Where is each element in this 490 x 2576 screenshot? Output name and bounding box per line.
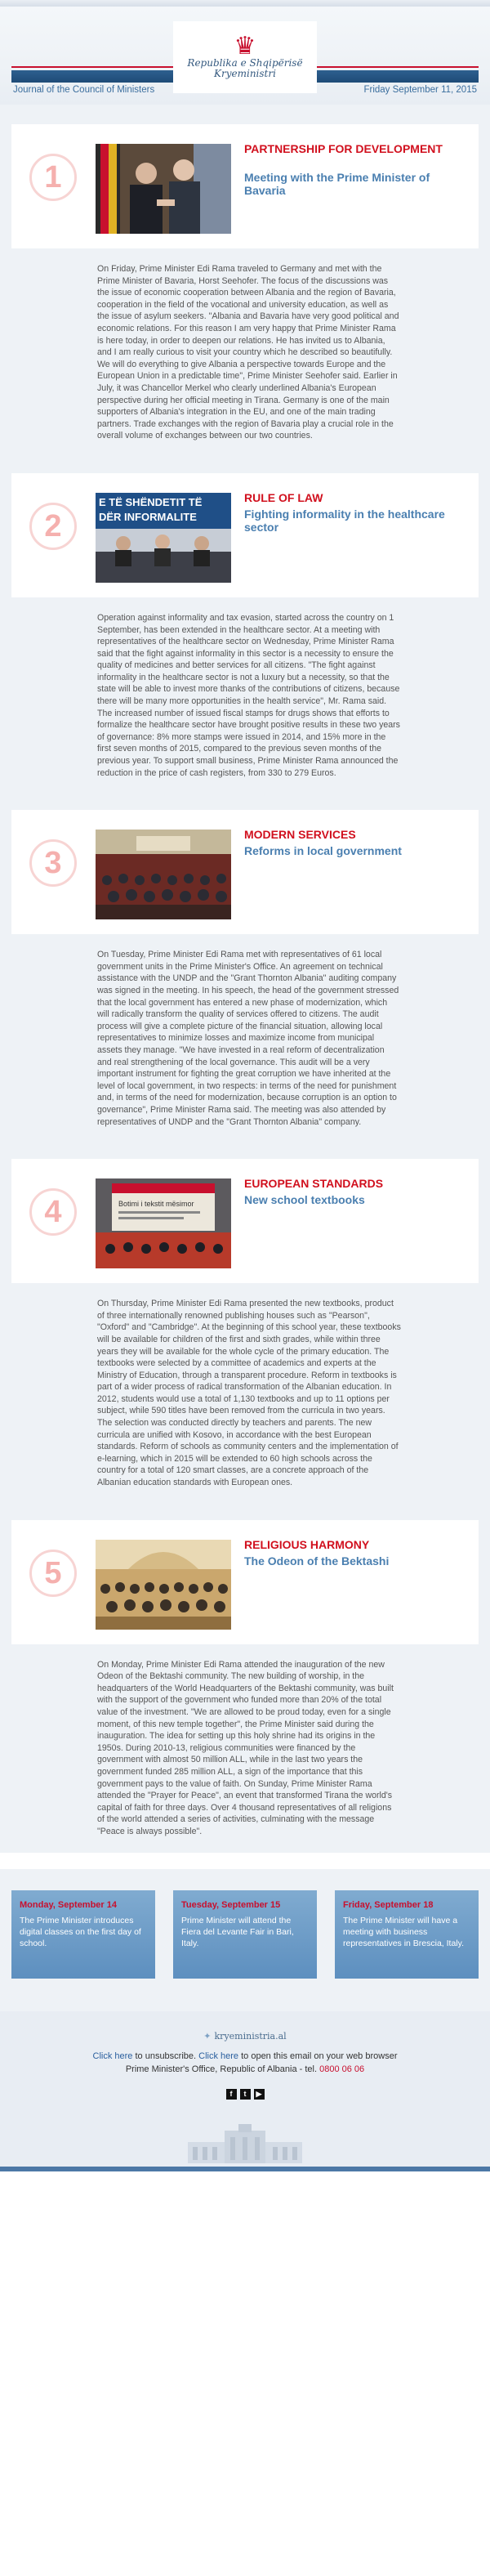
- event-description: The Prime Minister introduces digital classes on the first day of school.: [20, 1915, 141, 1948]
- article-number-badge: 4: [29, 1188, 77, 1236]
- article-photo[interactable]: [96, 1178, 231, 1268]
- office-text: Prime Minister's Office, Republic of Albania - tel.: [125, 2064, 320, 2074]
- social-links: [0, 2089, 490, 2100]
- article-body: On Tuesday, Prime Minister Edi Rama met with representatives of 61 local government units in the Prime Minister's Office. An agreement on technical assistance with the UNDP and the "Grant Thornton Albania" auditing company was signed in the meeting. In his speech, the head of the government stressed that the local government has entered a new phase of modernization, which will radically transform the quality of services offered to citizens. The audit process will give a complete picture of the financial situation, allowing local representatives to minimize losses and maximize income from municipal assets they manage. "We have invested in a real reform of decentralization and real strengthening of the local governance. This audit will be a very important instrument for fighting the great corruption we have inherited at the level of local government, in two respects: in terms of the need for punishment and, in terms of the need for modernization, because corruption is an option to governance", Prime Minister Rama said. The meeting was also attended by representatives of UNDP and the "Grant Thornton Albania" company.: [11, 934, 479, 1143]
- upcoming-event-card[interactable]: [335, 1890, 479, 1979]
- article-number-badge: 2: [29, 503, 77, 550]
- issue-date: Friday September 11, 2015: [363, 85, 477, 95]
- upcoming-event-card[interactable]: [173, 1890, 317, 1979]
- article-title[interactable]: Reforms in local government: [244, 844, 402, 858]
- event-date: Tuesday, September 15: [181, 1899, 281, 1910]
- article-number-badge: 1: [29, 154, 77, 201]
- event-description: The Prime Minister will have a meeting with business representatives in Brescia, Italy.: [343, 1915, 465, 1948]
- article-body: Operation against informality and tax evasion, started across the country on 1 September, has been extended in the healthcare sector. At a meeting with representatives of the healthcare sector on Wednesday, Prime Minister Rama said that the fight against informality in this sector is a necessity to ensure the quality of medicines and better services for all citizens. "The fight against informality in the healthcare sector is not a luxury but a necessity, so that the state will be able to invest more thanks of the contributions of citizens, because there will be many more opportunities in the health service", Mr. Rama said. The increased number of issued fiscal stamps for drugs shows that efforts to formalize the healthcare sector have brought positive results in these two years of governance: 8% more stamps were issued in 2014, and 15% more in the first seven months of 2015, compared to the previous seven months of the previous year. To support small business, Prime Minister Rama announced the reduction in the price of cash registers, from 330 to 279 Euros.: [11, 597, 479, 794]
- top-strip: [0, 0, 490, 7]
- article-category: EUROPEAN STANDARDS: [244, 1177, 384, 1191]
- unsubscribe-text: to unsubscribe.: [132, 2051, 199, 2061]
- article-photo[interactable]: [96, 493, 231, 583]
- facebook-icon[interactable]: f: [226, 2089, 237, 2100]
- article-category: RULE OF LAW: [244, 490, 323, 504]
- upcoming-events: [0, 1869, 490, 2011]
- article-photo[interactable]: [96, 1540, 231, 1630]
- article-title[interactable]: Fighting informality in the healthcare sector: [244, 507, 445, 534]
- crest-name: Republika e Shqipërisë Kryeministri: [187, 57, 303, 79]
- article-5: [11, 1520, 479, 1853]
- domain-text: kryeministria.al: [214, 2030, 287, 2042]
- journal-label: Journal of the Council of Ministers: [13, 85, 155, 95]
- government-crest[interactable]: [173, 21, 317, 93]
- photo-banner-text: E TË SHËNDETIT TË: [99, 495, 203, 508]
- open-in-browser-link[interactable]: Click here: [198, 2051, 239, 2061]
- telephone-number[interactable]: 0800 06 06: [319, 2064, 365, 2074]
- article-header: [11, 124, 479, 248]
- article-photo[interactable]: [96, 830, 231, 919]
- article-body: On Thursday, Prime Minister Edi Rama presented the new textbooks, product of three internationally renowned publishing houses such as "Pearson", "Oxford" and "Cambridge". At the beginning of this school year, these textbooks will be available for children of the first and sixth grades, while within three years they will be available for the whole cycle of the primary education. The textbooks were selected by a committee of academics and experts at the Ministry of Education, through a transparent procedure. Reform in textbooks is part of a wider process of radical transformation of the Albanian education. In 2012, students would use a total of 1,130 textbooks and up to 11 options per subject, while 590 titles have been removed from the curricula in two years. The selection was conducted directly by teachers and parents. The new curricula are unified with Kosovo, in accordance with the best European standards. Reform of schools as community centers and the implementation of e-learning, which in 2015 will be extended to 60 high schools across the country for a total of 120 smart classes, are a concrete approach of the Albanian education standards with European ones.: [11, 1283, 479, 1504]
- footer-links-line: [0, 2051, 490, 2061]
- svg-text:DËR INFORMALITE: DËR INFORMALITE: [99, 510, 197, 523]
- article-body: On Friday, Prime Minister Edi Rama traveled to Germany and met with the Prime Minister of Bavaria, Horst Seehofer. The focus of the discussions was the issue of economic cooperation between Albania and the region of Bavaria, cooperation in the field of the vocational and university education, as well as the issue of asylum seekers. "Albania and Bavaria have very good political and economic relations. For this reason I am very happy that Prime Minister Rama is here today, in order to deepen our relations. He has invited us to Albania, and I am really curious to visit your country which he described so beautifully. We will do everything to give Albania a perspective towards Europe and the European Union in a predictable time", Prime Minister Seehofer said. Earlier in July, it was Chancellor Merkel who clearly underlined Albania's European perspective during her official meeting in Tirana. Germany is one of the main supporters of Albania's integration in the EU, and one of the main trading partners. Trade exchanges with the region of Bavaria play a crucial role in the overall volume of exchanges between our two countries.: [11, 248, 479, 457]
- article-number-badge: 3: [29, 839, 77, 887]
- footer-contact-line: [0, 2064, 490, 2074]
- event-date: Friday, September 18: [343, 1899, 434, 1910]
- article-title[interactable]: Meeting with the Prime Minister of Bavaria: [244, 171, 430, 197]
- newsletter-header: [0, 7, 490, 105]
- eagle-icon: ♛: [234, 33, 256, 60]
- article-4: [11, 1159, 479, 1504]
- unsubscribe-link[interactable]: Click here: [92, 2051, 133, 2061]
- article-category: MODERN SERVICES: [244, 828, 356, 842]
- twitter-icon[interactable]: t: [240, 2089, 251, 2100]
- footer-domain[interactable]: [0, 2011, 490, 2042]
- article-category: PARTNERSHIP FOR DEVELOPMENT: [244, 142, 443, 155]
- article-number-badge: 5: [29, 1550, 77, 1597]
- article-category: RELIGIOUS HARMONY: [244, 1537, 370, 1551]
- youtube-icon[interactable]: ▶: [254, 2089, 265, 2100]
- upcoming-event-card[interactable]: [11, 1890, 155, 1979]
- article-header: [11, 473, 479, 597]
- footer-bottom-strip: [0, 2167, 490, 2171]
- building-silhouette-icon: [180, 2122, 310, 2163]
- article-header: [11, 1159, 479, 1283]
- article-header: [11, 810, 479, 934]
- article-title[interactable]: The Odeon of the Bektashi: [244, 1554, 390, 1568]
- articles-section: [0, 105, 490, 1853]
- article-title[interactable]: New school textbooks: [244, 1193, 365, 1207]
- article-photo[interactable]: [96, 144, 231, 234]
- article-header: [11, 1520, 479, 1644]
- browser-text: to open this email on your web browser: [238, 2051, 398, 2061]
- event-description: Prime Minister will attend the Fiera del Levante Fair in Bari, Italy.: [181, 1915, 294, 1948]
- photo-banner-text: Botimi i tekstit mësimor: [118, 1200, 194, 1209]
- event-date: Monday, September 14: [20, 1899, 117, 1910]
- article-body: On Monday, Prime Minister Edi Rama attended the inauguration of the new Odeon of the Bektashi community. The new building of worship, in the headquarters of the World Headquarters of the Bektashi community, was built with the support of the government who funded more than 20% of the total value of the investment. "We are allowed to be proud today, even for a single moment, of this new temple together", the Prime Minister said during the inauguration. The idea for setting up this holy shrine had its origins in the 1950s. During 2010-13, religious communities were financed by the government with almost 50 million ALL, while in the last two years the government funded 285 million ALL, a sign of the importance that this government pays to the value of faith. On Sunday, Prime Minister Rama attended the "Prayer for Peace", an event that transformed Tirana the world's capital of faith for three days. Over 4 thousand representatives of all religions of the world attended a series of activities, culminating with the message "Peace is always possible".: [11, 1644, 479, 1853]
- seal-icon: ✦: [203, 2030, 212, 2042]
- article-3: [11, 810, 479, 1143]
- article-2: [11, 473, 479, 794]
- article-1: [11, 124, 479, 457]
- newsletter-footer: [0, 2011, 490, 2171]
